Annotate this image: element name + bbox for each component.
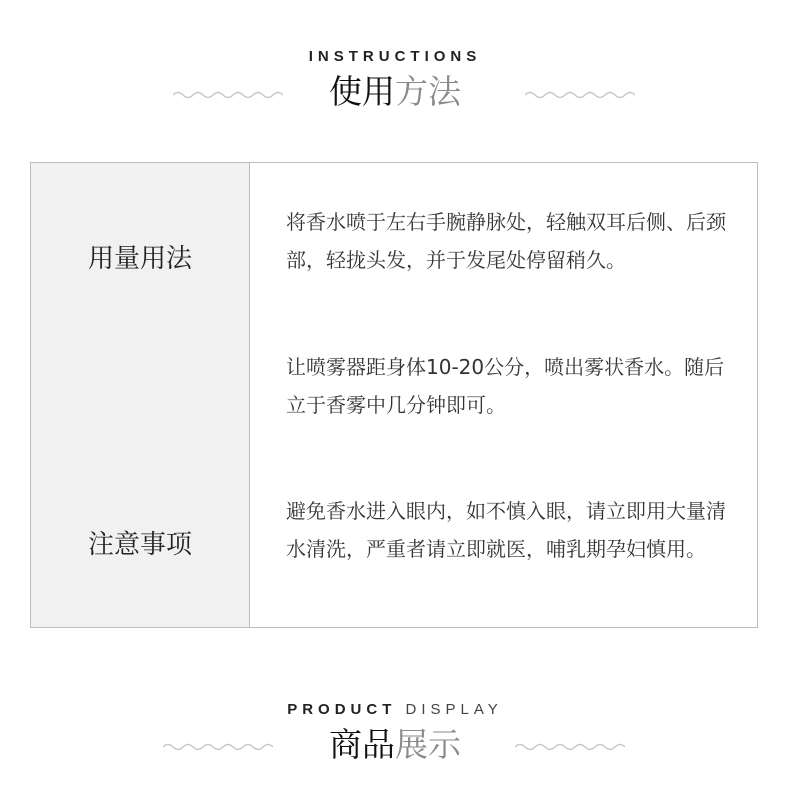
wave-ornament-icon [163, 741, 273, 753]
instructions-heading [0, 48, 790, 112]
product-display-cn-title: 商品展示 [329, 725, 461, 764]
product-display-heading [0, 701, 790, 765]
wave-ornament-icon [515, 741, 625, 753]
label-column [31, 163, 250, 627]
caution-label: 注意事项 [87, 530, 192, 560]
wave-ornament-icon [525, 89, 635, 101]
instructions-en-title: INSTRUCTIONS [308, 48, 482, 65]
instructions-cn-title: 使用方法 [329, 72, 461, 111]
usage-paragraph: 将香水喷于左右手腕静脉处，轻触双耳后侧、后颈部，轻拢头发，并于发尾处停留稍久。 [286, 210, 726, 272]
usage-label: 用量用法 [87, 244, 192, 274]
product-display-en-title: PRODUCT DISPLAY [287, 701, 503, 718]
usage-paragraph: 让喷雾器距身体10-20公分，喷出雾状香水。随后立于香雾中几分钟即可。 [286, 355, 725, 417]
usage-table [30, 162, 758, 628]
caution-paragraph: 避免香水进入眼内，如不慎入眼，请立即用大量清水清洗，严重者请立即就医，哺乳期孕妇慎用。 [286, 499, 726, 561]
wave-ornament-icon [173, 89, 283, 101]
